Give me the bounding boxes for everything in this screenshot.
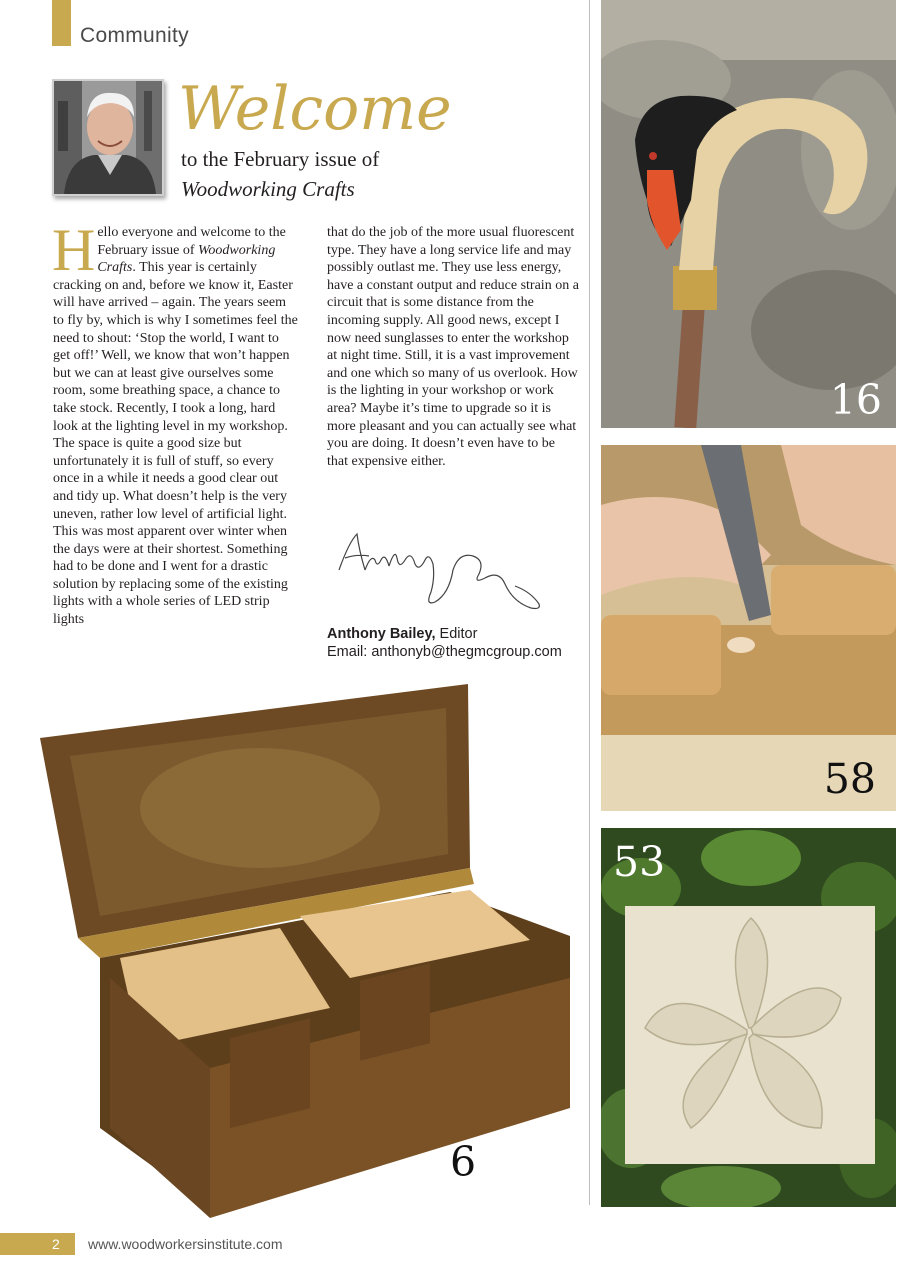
article-text: . This year is certainly cracking on and, before we know it, Easter will have arrived – again. The years seem to fly by, which is why I sometimes feel the need to shout: ‘Stop the world, I want to get off!’ Well, we know that won’t happen but we can at least give ourselves some room, some breathing space, a chance to take stock. Recently, I took a long, hard look at the lighting level in my workshop. The space is quite a good size but unfortunately it is full of stuff, so every once in a while it needs a good clear out and tidy up. What doesn’t help is the very uneven, rather low level of artificial light. This was most apparent over winter when the days were at their shortest. Something had to be done and I went for a drastic solution by replacing some of the existing lights with a whole series of LED strip lights	[53, 260, 298, 628]
editor-role: Editor	[435, 626, 478, 642]
email-label: Email:	[327, 644, 372, 660]
drop-cap: H	[52, 217, 96, 283]
article-paragraph	[52, 217, 298, 629]
editor-credit	[327, 625, 562, 661]
welcome-subtitle	[181, 144, 379, 204]
section-accent-bar	[52, 0, 71, 46]
page-number: 2	[52, 1236, 60, 1252]
section-label: Community	[80, 24, 189, 47]
page-reference-number: 53	[613, 838, 666, 886]
editor-name-line	[327, 625, 562, 643]
article-text: ello everyone and welcome to the February issue of	[97, 225, 286, 258]
photo-leaf-carving[interactable]	[601, 828, 896, 1207]
editor-email-line	[327, 643, 562, 661]
editor-email-link[interactable]: anthonyb@thegmcgroup.com	[371, 644, 562, 660]
article-text: that do the job of the more usual fluorescent type. They have a long service life and may possibly outlast me. They use less energy, have a constant output and reduce strain on a circuit that is some distance from the incoming supply. All good news, except I now need sunglasses to enter the workshop at night time. Still, it is a vast improvement and one which so many of us overlook. How is the lighting in your workshop or work area? Maybe it’s time to upgrade so it is more pleasant and you can actually see what you are doing. It doesn’t even have to be that expensive either.	[327, 225, 579, 469]
article-column-2	[327, 224, 579, 470]
welcome-title: Welcome	[178, 74, 452, 144]
footer-accent-bar	[0, 1233, 75, 1255]
editor-signature	[335, 530, 550, 615]
magazine-name: Woodworking Crafts	[181, 177, 355, 201]
subtitle-line: to the February issue of	[181, 147, 380, 171]
page-reference-number: 58	[823, 755, 876, 803]
page-reference-number: 16	[829, 376, 882, 424]
article-column-1	[52, 217, 298, 629]
magazine-name-inline: Woodworking Crafts	[97, 242, 276, 276]
editor-portrait	[52, 79, 164, 196]
editor-name: Anthony Bailey,	[327, 626, 436, 642]
column-divider	[589, 0, 590, 1205]
photo-burr-chest[interactable]	[30, 678, 575, 1230]
photo-walking-cane[interactable]	[601, 0, 896, 428]
footer-website-link[interactable]: www.woodworkersinstitute.com	[88, 1236, 283, 1252]
photo-carving-chisel[interactable]	[601, 445, 896, 811]
page-reference-number: 6	[450, 1138, 477, 1186]
